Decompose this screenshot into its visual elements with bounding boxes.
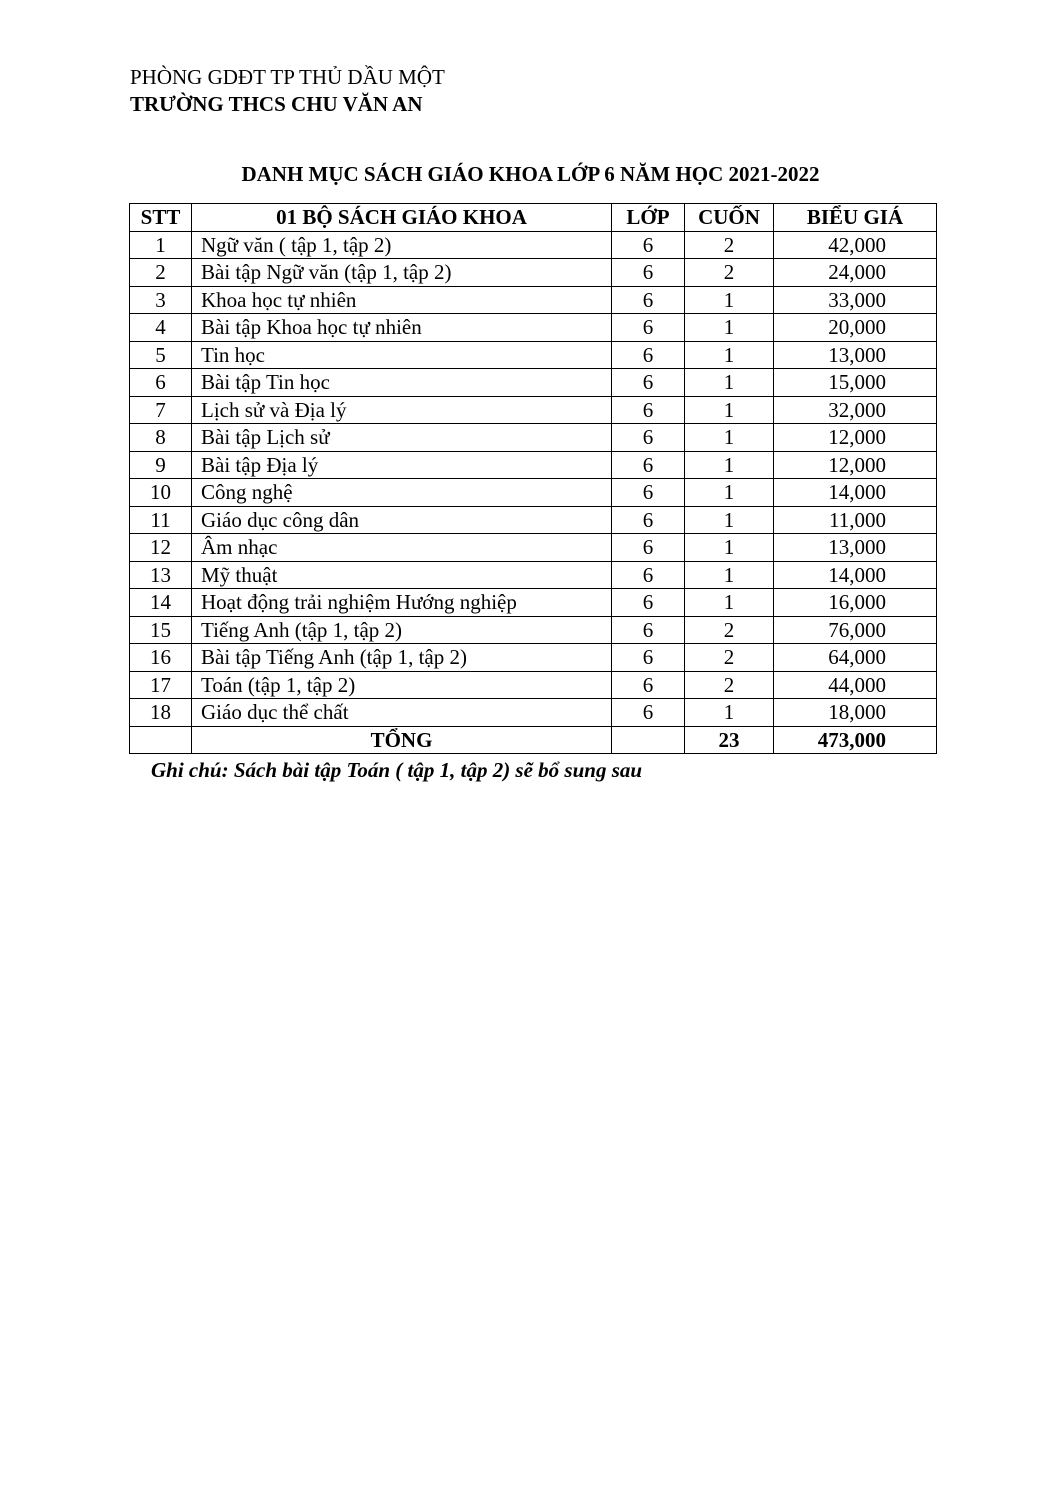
row-price: 14,000 — [774, 479, 937, 507]
table-row — [130, 231, 937, 259]
row-stt: 17 — [130, 671, 192, 699]
row-book-title: Giáo dục thể chất — [192, 699, 612, 727]
row-stt: 11 — [130, 506, 192, 534]
row-volumes: 1 — [685, 314, 774, 342]
row-book-title: Âm nhạc — [192, 534, 612, 562]
row-volumes: 1 — [685, 699, 774, 727]
table-row — [130, 451, 937, 479]
table-row — [130, 286, 937, 314]
table-body — [130, 231, 937, 726]
row-grade: 6 — [612, 259, 685, 287]
row-book-title: Công nghệ — [192, 479, 612, 507]
row-grade: 6 — [612, 616, 685, 644]
row-volumes: 1 — [685, 589, 774, 617]
row-book-title: Tin học — [192, 341, 612, 369]
row-book-title: Ngữ văn ( tập 1, tập 2) — [192, 231, 612, 259]
textbook-table — [129, 203, 937, 754]
row-volumes: 2 — [685, 616, 774, 644]
row-price: 18,000 — [774, 699, 937, 727]
document-title: DANH MỤC SÁCH GIÁO KHOA LỚP 6 NĂM HỌC 2021-2022 — [241, 162, 820, 186]
row-book-title: Khoa học tự nhiên — [192, 286, 612, 314]
row-volumes: 2 — [685, 231, 774, 259]
row-stt: 9 — [130, 451, 192, 479]
header-price: BIỂU GIÁ — [774, 204, 937, 232]
row-stt: 1 — [130, 231, 192, 259]
row-price: 16,000 — [774, 589, 937, 617]
total-label: TỔNG — [192, 726, 612, 754]
row-stt: 2 — [130, 259, 192, 287]
footnote: Ghi chú: Sách bài tập Toán ( tập 1, tập 2) sẽ bổ sung sau — [151, 758, 643, 782]
row-price: 14,000 — [774, 561, 937, 589]
table-row — [130, 644, 937, 672]
row-grade: 6 — [612, 286, 685, 314]
row-book-title: Tiếng Anh (tập 1, tập 2) — [192, 616, 612, 644]
row-stt: 5 — [130, 341, 192, 369]
row-price: 32,000 — [774, 396, 937, 424]
total-count: 23 — [685, 726, 774, 754]
row-grade: 6 — [612, 589, 685, 617]
row-volumes: 1 — [685, 479, 774, 507]
table-row — [130, 589, 937, 617]
row-book-title: Toán (tập 1, tập 2) — [192, 671, 612, 699]
row-price: 44,000 — [774, 671, 937, 699]
row-volumes: 1 — [685, 369, 774, 397]
total-row — [130, 726, 937, 754]
row-stt: 8 — [130, 424, 192, 452]
total-empty-cell — [612, 726, 685, 754]
row-volumes: 1 — [685, 451, 774, 479]
row-price: 24,000 — [774, 259, 937, 287]
table-row — [130, 259, 937, 287]
row-price: 13,000 — [774, 534, 937, 562]
row-grade: 6 — [612, 314, 685, 342]
row-volumes: 1 — [685, 534, 774, 562]
row-grade: 6 — [612, 451, 685, 479]
table-row — [130, 314, 937, 342]
row-price: 13,000 — [774, 341, 937, 369]
table-row — [130, 396, 937, 424]
document-header — [130, 64, 445, 118]
header-stt: STT — [130, 204, 192, 232]
row-book-title: Hoạt động trải nghiệm Hướng nghiệp — [192, 589, 612, 617]
row-volumes: 2 — [685, 671, 774, 699]
row-book-title: Bài tập Địa lý — [192, 451, 612, 479]
header-book: 01 BỘ SÁCH GIÁO KHOA — [192, 204, 612, 232]
row-price: 12,000 — [774, 451, 937, 479]
row-grade: 6 — [612, 644, 685, 672]
row-volumes: 1 — [685, 424, 774, 452]
total-empty-cell — [130, 726, 192, 754]
row-volumes: 1 — [685, 286, 774, 314]
row-volumes: 2 — [685, 259, 774, 287]
row-book-title: Bài tập Tiếng Anh (tập 1, tập 2) — [192, 644, 612, 672]
row-volumes: 1 — [685, 561, 774, 589]
row-stt: 16 — [130, 644, 192, 672]
row-stt: 7 — [130, 396, 192, 424]
table-row — [130, 424, 937, 452]
table-row — [130, 699, 937, 727]
row-price: 33,000 — [774, 286, 937, 314]
row-volumes: 1 — [685, 396, 774, 424]
row-stt: 4 — [130, 314, 192, 342]
row-grade: 6 — [612, 534, 685, 562]
row-price: 76,000 — [774, 616, 937, 644]
row-stt: 18 — [130, 699, 192, 727]
row-price: 11,000 — [774, 506, 937, 534]
row-grade: 6 — [612, 424, 685, 452]
table-row — [130, 369, 937, 397]
school-name: TRƯỜNG THCS CHU VĂN AN — [130, 92, 423, 116]
row-book-title: Bài tập Tin học — [192, 369, 612, 397]
row-grade: 6 — [612, 479, 685, 507]
row-stt: 3 — [130, 286, 192, 314]
table-row — [130, 616, 937, 644]
row-price: 12,000 — [774, 424, 937, 452]
table-row — [130, 561, 937, 589]
table-row — [130, 506, 937, 534]
row-stt: 10 — [130, 479, 192, 507]
row-book-title: Bài tập Ngữ văn (tập 1, tập 2) — [192, 259, 612, 287]
header-grade: LỚP — [612, 204, 685, 232]
row-grade: 6 — [612, 396, 685, 424]
row-book-title: Bài tập Lịch sử — [192, 424, 612, 452]
table-row — [130, 671, 937, 699]
department-name: PHÒNG GDĐT TP THỦ DẦU MỘT — [130, 65, 445, 89]
row-grade: 6 — [612, 506, 685, 534]
row-volumes: 1 — [685, 506, 774, 534]
row-grade: 6 — [612, 561, 685, 589]
row-volumes: 2 — [685, 644, 774, 672]
row-grade: 6 — [612, 231, 685, 259]
row-grade: 6 — [612, 671, 685, 699]
header-volumes: CUỐN — [685, 204, 774, 232]
row-volumes: 1 — [685, 341, 774, 369]
row-price: 64,000 — [774, 644, 937, 672]
table-row — [130, 479, 937, 507]
row-book-title: Lịch sử và Địa lý — [192, 396, 612, 424]
row-grade: 6 — [612, 369, 685, 397]
row-grade: 6 — [612, 699, 685, 727]
table-row — [130, 534, 937, 562]
table-row — [130, 341, 937, 369]
row-book-title: Giáo dục công dân — [192, 506, 612, 534]
table-header-row — [130, 204, 937, 232]
row-price: 42,000 — [774, 231, 937, 259]
row-price: 20,000 — [774, 314, 937, 342]
row-stt: 12 — [130, 534, 192, 562]
row-book-title: Bài tập Khoa học tự nhiên — [192, 314, 612, 342]
row-book-title: Mỹ thuật — [192, 561, 612, 589]
row-stt: 13 — [130, 561, 192, 589]
row-stt: 6 — [130, 369, 192, 397]
row-stt: 15 — [130, 616, 192, 644]
total-price: 473,000 — [774, 726, 937, 754]
row-grade: 6 — [612, 341, 685, 369]
row-price: 15,000 — [774, 369, 937, 397]
row-stt: 14 — [130, 589, 192, 617]
